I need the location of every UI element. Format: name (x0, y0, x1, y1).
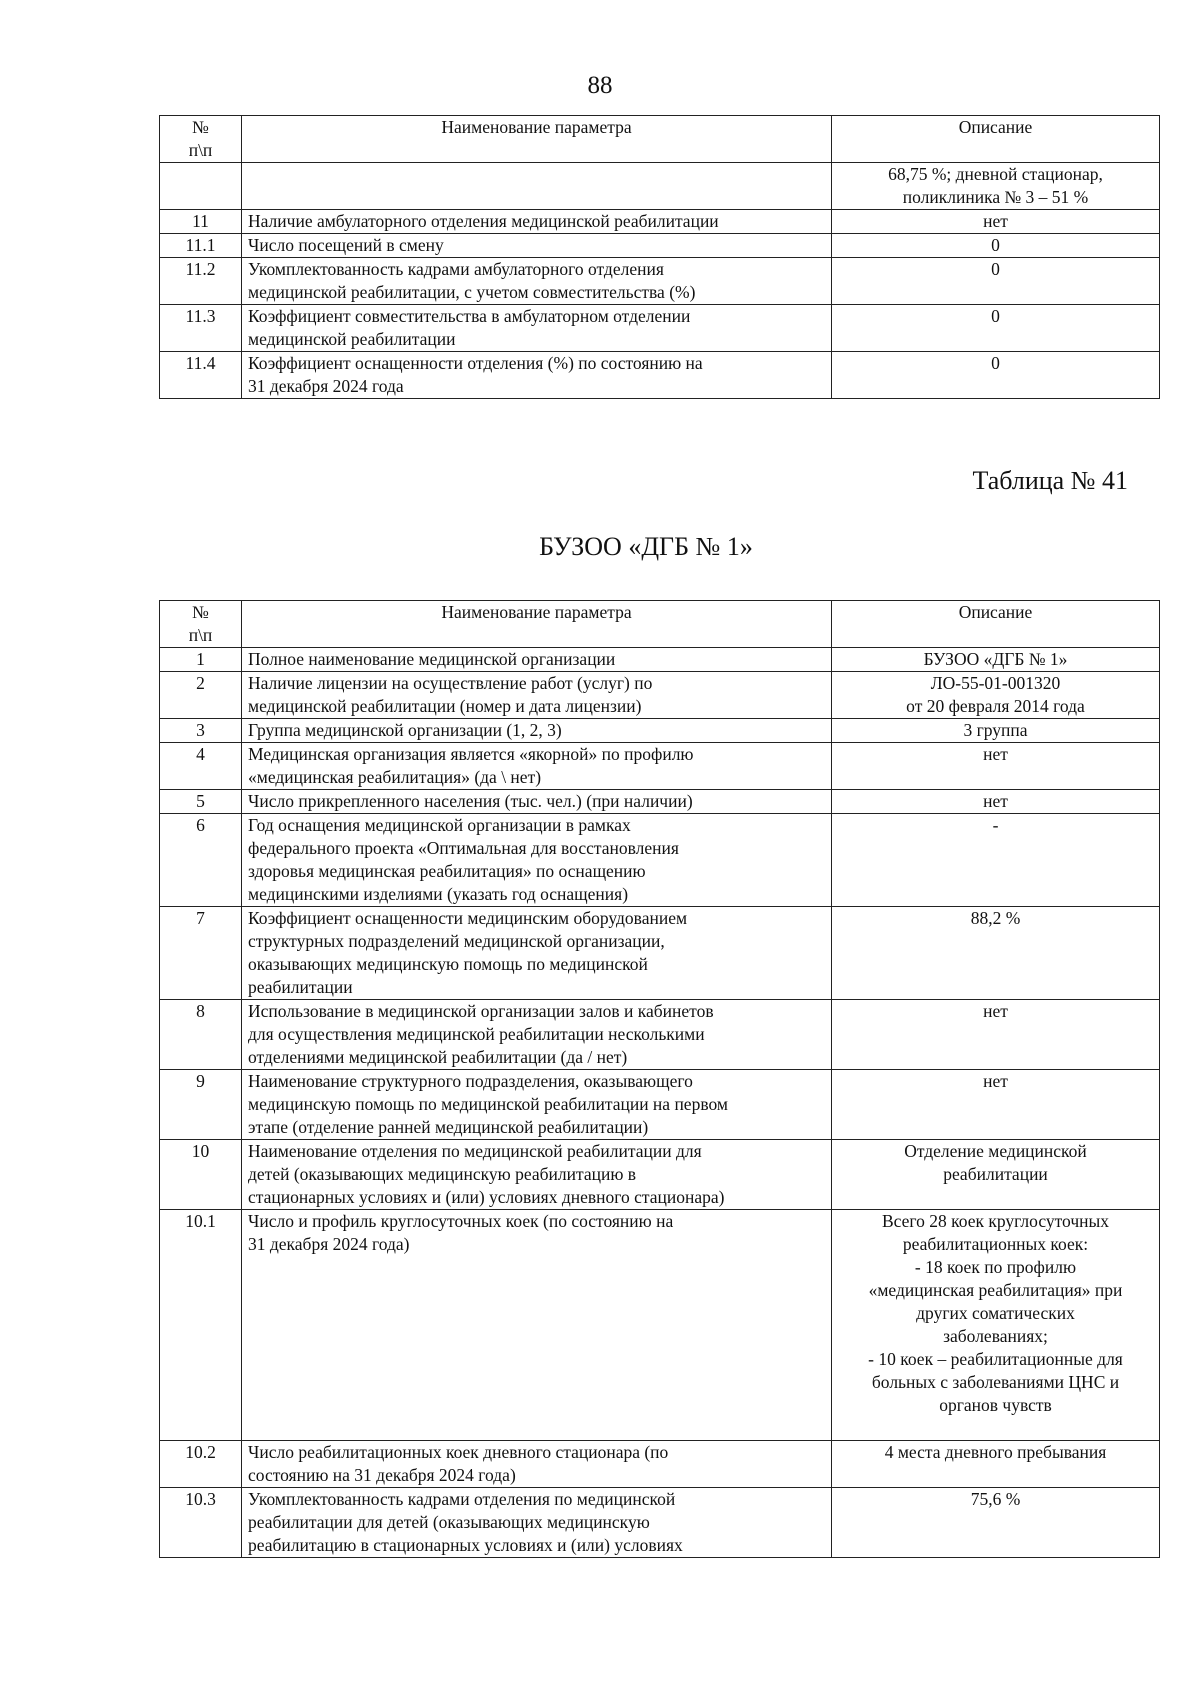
table-row (160, 1441, 1160, 1488)
row-num: 11.4 (160, 352, 242, 399)
row-name: Наименование структурного подразделения, оказывающего медицинскую помощь по медицинской реабилитации на первом этапе (отделение ранней медицинской реабилитации) (242, 1070, 832, 1140)
row-num: 9 (160, 1070, 242, 1140)
row-desc: 0 (832, 352, 1160, 399)
row-name: Число и профиль круглосуточных коек (по состоянию на 31 декабря 2024 года) (242, 1210, 832, 1441)
row-name: Наименование отделения по медицинской реабилитации для детей (оказывающих медицинскую реабилитацию в стационарных условиях и (или) условиях дневного стационара) (242, 1140, 832, 1210)
table-row (160, 234, 1160, 258)
table-row (160, 1210, 1160, 1441)
row-desc: БУЗОО «ДГБ № 1» (832, 648, 1160, 672)
row-desc: нет (832, 1070, 1160, 1140)
row-num: 10.2 (160, 1441, 242, 1488)
row-name: Укомплектованность кадрами отделения по медицинской реабилитации для детей (оказывающих медицинскую реабилитацию в стационарных условиях и (или) условиях (242, 1488, 832, 1558)
row-desc: 0 (832, 234, 1160, 258)
row-desc: 88,2 % (832, 907, 1160, 1000)
row-name: Число прикрепленного населения (тыс. чел.) (при наличии) (242, 790, 832, 814)
row-desc: нет (832, 210, 1160, 234)
table-row (160, 1140, 1160, 1210)
table-row (160, 1488, 1160, 1558)
row-num: 11 (160, 210, 242, 234)
table-row (160, 907, 1160, 1000)
row-name: Группа медицинской организации (1, 2, 3) (242, 719, 832, 743)
row-desc: - (832, 814, 1160, 907)
row-num: 11.3 (160, 305, 242, 352)
table-row (160, 814, 1160, 907)
continuation-table (159, 115, 1160, 399)
row-name: Медицинская организация является «якорной» по профилю «медицинская реабилитация» (да \ нет) (242, 743, 832, 790)
table-label: Таблица № 41 (972, 466, 1128, 495)
header-name: Наименование параметра (242, 601, 832, 648)
header-name: Наименование параметра (242, 116, 832, 163)
table-row (160, 163, 1160, 210)
row-num: 4 (160, 743, 242, 790)
table-row (160, 672, 1160, 719)
table-row (160, 719, 1160, 743)
row-num: 10 (160, 1140, 242, 1210)
page-number: 88 (587, 72, 613, 99)
header-desc: Описание (832, 116, 1160, 163)
row-num: 1 (160, 648, 242, 672)
row-name: Число посещений в смену (242, 234, 832, 258)
row-desc: ЛО-55-01-001320 от 20 февраля 2014 года (832, 672, 1160, 719)
row-num: 6 (160, 814, 242, 907)
row-num: 11.2 (160, 258, 242, 305)
row-name: Коэффициент совместительства в амбулаторном отделении медицинской реабилитации (242, 305, 832, 352)
row-desc: 4 места дневного пребывания (832, 1441, 1160, 1488)
main-table (159, 600, 1160, 1558)
row-name: Укомплектованность кадрами амбулаторного отделения медицинской реабилитации, с учетом совместительства (%) (242, 258, 832, 305)
row-name: Коэффициент оснащенности медицинским оборудованием структурных подразделений медицинской организации, оказывающих медицинскую помощь по медицинской реабилитации (242, 907, 832, 1000)
table-row (160, 1070, 1160, 1140)
row-desc: 3 группа (832, 719, 1160, 743)
org-title: БУЗОО «ДГБ № 1» (539, 532, 753, 561)
header-num: № п\п (160, 116, 242, 163)
row-num: 8 (160, 1000, 242, 1070)
table-row (160, 210, 1160, 234)
table-header-row (160, 601, 1160, 648)
row-desc: Всего 28 коек круглосуточных реабилитационных коек: - 18 коек по профилю «медицинская реабилитация» при других соматических заболеваниях; - 10 коек – реабилитационные для больных с заболеваниями ЦНС и органов чувств (832, 1210, 1160, 1441)
row-num: 10.3 (160, 1488, 242, 1558)
table-row (160, 743, 1160, 790)
row-num: 11.1 (160, 234, 242, 258)
row-desc: Отделение медицинской реабилитации (832, 1140, 1160, 1210)
row-name: Коэффициент оснащенности отделения (%) по состоянию на 31 декабря 2024 года (242, 352, 832, 399)
table-row (160, 648, 1160, 672)
table-row (160, 790, 1160, 814)
row-desc: 68,75 %; дневной стационар, поликлиника № 3 – 51 % (832, 163, 1160, 210)
table-row (160, 258, 1160, 305)
row-num: 7 (160, 907, 242, 1000)
row-desc: нет (832, 1000, 1160, 1070)
row-name: Полное наименование медицинской организации (242, 648, 832, 672)
header-desc: Описание (832, 601, 1160, 648)
table-row (160, 1000, 1160, 1070)
row-num (160, 163, 242, 210)
row-desc: 75,6 % (832, 1488, 1160, 1558)
table-header-row (160, 116, 1160, 163)
table-row (160, 352, 1160, 399)
row-desc: нет (832, 743, 1160, 790)
row-name: Число реабилитационных коек дневного стационара (по состоянию на 31 декабря 2024 года) (242, 1441, 832, 1488)
row-name: Год оснащения медицинской организации в рамках федерального проекта «Оптимальная для восстановления здоровья медицинская реабилитация» по оснащению медицинскими изделиями (указать год оснащения) (242, 814, 832, 907)
row-num: 3 (160, 719, 242, 743)
row-name (242, 163, 832, 210)
row-desc: нет (832, 790, 1160, 814)
row-num: 2 (160, 672, 242, 719)
row-desc: 0 (832, 305, 1160, 352)
row-num: 10.1 (160, 1210, 242, 1441)
row-name: Наличие лицензии на осуществление работ (услуг) по медицинской реабилитации (номер и дата лицензии) (242, 672, 832, 719)
row-num: 5 (160, 790, 242, 814)
row-desc: 0 (832, 258, 1160, 305)
row-name: Использование в медицинской организации залов и кабинетов для осуществления медицинской реабилитации несколькими отделениями медицинской реабилитации (да / нет) (242, 1000, 832, 1070)
table-row (160, 305, 1160, 352)
header-num: № п\п (160, 601, 242, 648)
row-name: Наличие амбулаторного отделения медицинской реабилитации (242, 210, 832, 234)
